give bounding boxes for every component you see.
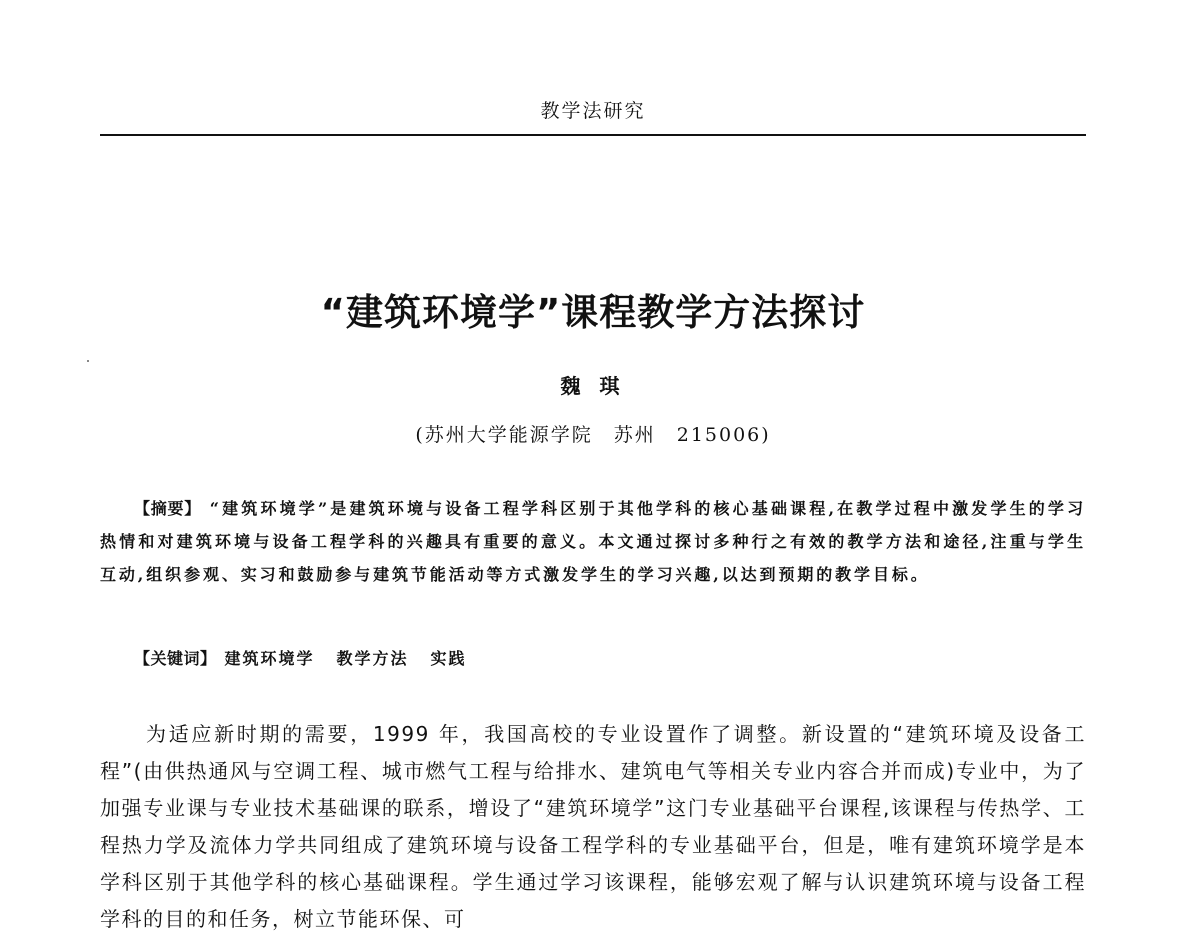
abstract: [100, 492, 1086, 591]
article-author: 魏 琪: [560, 374, 626, 398]
scan-speck: [87, 360, 89, 362]
keyword-item: 教学方法: [336, 649, 409, 668]
keywords: [134, 642, 1086, 675]
abstract-label: 【摘要】: [134, 499, 202, 518]
abstract-text: “建筑环境学”是建筑环境与设备工程学科区别于其他学科的核心基础课程,在教学过程中激发学生的学习热情和对建筑环境与设备工程学科的兴趣具有重要的意义。本文通过探讨多种行之有效的教学方法和途径,注重与学生互动,组织参观、实习和鼓励参与建筑节能活动等方式激发学生的学习兴趣,以达到预期的教学目标。: [100, 499, 1086, 584]
keywords-label: 【关键词】: [134, 649, 217, 668]
article-title: “建筑环境学”课程教学方法探讨: [320, 291, 866, 334]
author-affiliation: (苏州大学能源学院 苏州 215006): [415, 424, 771, 446]
running-header: 教学法研究: [540, 100, 646, 122]
body-paragraph: 为适应新时期的需要，1999 年，我国高校的专业设置作了调整。新设置的“建筑环境及设备工程”(由供热通风与空调工程、城市燃气工程与给排水、建筑电气等相关专业内容合并而成)专业中，为了加强专业课与专业技术基础课的联系，增设了“建筑环境学”这门专业基础平台课程,该课程与传热学、工程热力学及流体力学共同组成了建筑环境与设备工程学科的专业基础平台，但是，唯有建筑环境学是本学科区别于其他学科的核心基础课程。学生通过学习该课程，能够宏观了解与认识建筑环境与设备工程学科的目的和任务，树立节能环保、可: [100, 722, 1086, 931]
header-rule: [100, 134, 1086, 136]
keyword-item: 建筑环境学: [224, 649, 315, 668]
keyword-item: 实践: [430, 649, 467, 668]
